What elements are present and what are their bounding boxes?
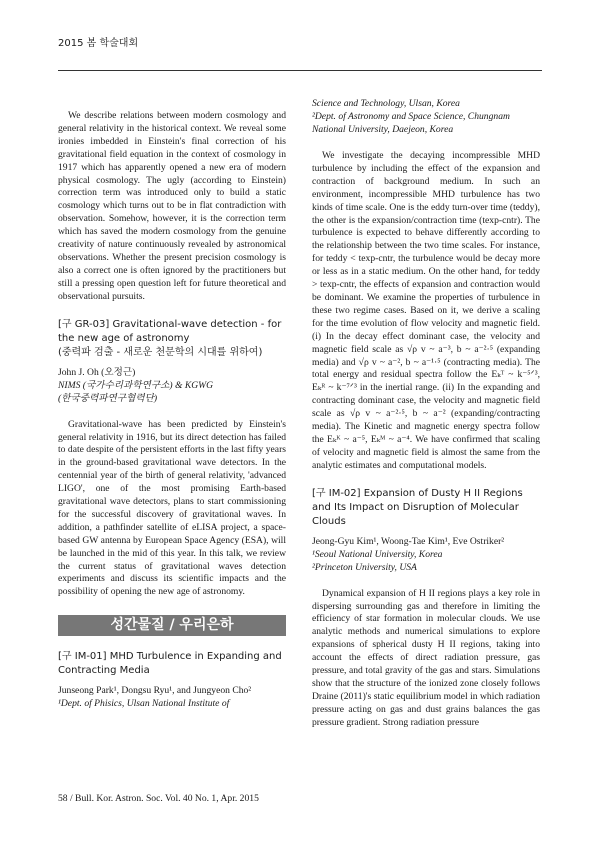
right-column (312, 97, 540, 730)
gr03-affiliation-1: NIMS (국가수리과학연구소) & KGWG (58, 379, 214, 391)
gr03-subtitle: (중력파 검출 - 새로운 천문학의 시대를 위하여) (58, 346, 263, 358)
im01-affiliation-2: ²Dept. of Astronomy and Space Science, Chungnam National University, Daejeon, Korea (312, 111, 510, 135)
im01-affiliation-1-cont: Science and Technology, Ulsan, Korea (312, 98, 460, 109)
page-footer: 58 / Bull. Kor. Astron. Soc. Vol. 40 No. 1, Apr. 2015 (58, 793, 259, 804)
im01-affiliations-cont (312, 97, 540, 136)
im02-authors-block (312, 535, 540, 574)
im02-authors: Jeong-Gyu Kim¹, Woong-Tae Kim¹, Eve Ostriker² (312, 535, 505, 547)
im01-authors-block (58, 684, 286, 710)
gr03-affiliation-2: (한국중력파연구협력단) (58, 392, 158, 404)
section-banner: 성간물질 / 우리은하 (58, 615, 286, 636)
im01-abstract: We investigate the decaying incompressible MHD turbulence by including the effect of the expansion and contraction of background medium. In such an environment, incompressible MHD turbulence has two kinds of time scale. One is the eddy turn-over time (teddy), the other is the expansion/contraction time (texp-cntr). The turbulence is expected to behave differently according to the relationship between the two time scales. For instance, for teddy < texp-cntr, the turbulence would be decay more or less as in a static medium. On the other hand, for teddy > texp-cntr, the effects of expansion and contraction would be dominant. We examine the properties of turbulence in these two regime cases. Based on it, we derive a scaling for the time evolution of flow velocity and magnetic field. (i) In the decay effect dominant case, the velocity and magnetic field scale as √ρ v ~ a⁻³, b ~ a⁻²·⁵ (expanding media) and √ρ v ~ a⁻², b ~ a⁻¹·⁵ (contracting media). The total energy and residual spectra follow the Eₖᵀ ~ k⁻⁵ᐟ³, Eₖᴿ ~ k⁻⁷ᐟ³ in the inertial range. (ii) In the expanding and contracting dominant case, the velocity and magnetic field scale as √ρ v ~ a⁻²·⁵, b ~ a⁻² (expanding/contracting media). The Kinetic and magnetic energy spectra follow the Eₖᴷ ~ a⁻⁵, Eₖᴹ ~ a⁻⁴. We have confirmed that scaling of velocity and magnetic field is almost the same from the analytic estimates and computational models. (312, 150, 540, 471)
abstract-paragraph: We describe relations between modern cosmology and general relativity in the historical context. We reveal some ironies imbedded in Einstein's final correction of his gravitational field equation in the context of cosmology in 1917 which has apparently opened a new era of modern physical cosmology. The ugly (according to Einstein) correction term was introduced only to build a static cosmology which turns out to be in flat contradiction with observation. Somehow, however, it is the correction term which has saved the modern cosmology from the genuine creativity of nature continuously revealed by astronomical observations. Whether the present precision cosmology is also a correct one is often ignored by the practitioners but still a pressing open question left for future theoretical and observational pursuits. (58, 110, 286, 302)
im01-authors: Junseong Park¹, Dongsu Ryu¹, and Jungyeon Cho² (58, 685, 252, 697)
im02-title: [구 IM-02] Expansion of Dusty H II Regions and Its Impact on Disruption of Molecular Clouds (312, 487, 523, 527)
gr03-authors (58, 366, 286, 405)
im02-affiliation-2: ²Princeton University, USA (312, 561, 417, 573)
gr03-title: [구 GR-03] Gravitational-wave detection - for the new age of astronomy (58, 318, 282, 344)
gr03-abstract: Gravitational-wave has been predicted by Einstein's general relativity in 1916, but its direct detection has failed to date despite of the persistent efforts in the last fifty years in the ground-based gravitational wave detectors. In the centennial year of the birth of general relativity, 'advanced LIGO', one of the most promising Earth-based gravitational wave detectors, plans to start commissioning for the successful discovery of gravitational waves. In addition, a pathfinder satellite of eLISA project, a space-based GW antenna by European Space Agency (ESA), will be launched in the mid of this year. In this talk, we review the current status of gravitational waves detection experiments and discuss its scientific impacts and the possibility of opening the new age of astronomy. (58, 418, 286, 598)
left-column (58, 110, 286, 716)
running-header: 2015 봄 학술대회 (58, 38, 139, 49)
im02-affiliation-1: ¹Seoul National University, Korea (312, 548, 443, 560)
im01-title: [구 IM-01] MHD Turbulence in Expanding and Contracting Media (58, 651, 282, 677)
gr03-author: John J. Oh (오정근) (58, 366, 136, 378)
im01-affiliation-1: ¹Dept. of Phisics, Ulsan National Institute of (58, 698, 230, 710)
im02-abstract: Dynamical expansion of H II regions plays a key role in dispersing surrounding gas and therefore in limiting the efficiency of star formation in molecular clouds. We use analytic methods and numerical simulations to explore expansions of spherical dusty H II regions, taking into account the effects of direct radiation pressure, gas pressure, and total gravity of the gas and stars. Simulations show that the structure of the ionized zone closely follows Draine (2011)'s static equilibrium model in which radiation pressure acting on gas and dust grains balances the gas pressure gradient. Strong radiation pressure (312, 587, 540, 728)
header-rule (58, 70, 542, 71)
gr03-title-block (58, 318, 286, 360)
